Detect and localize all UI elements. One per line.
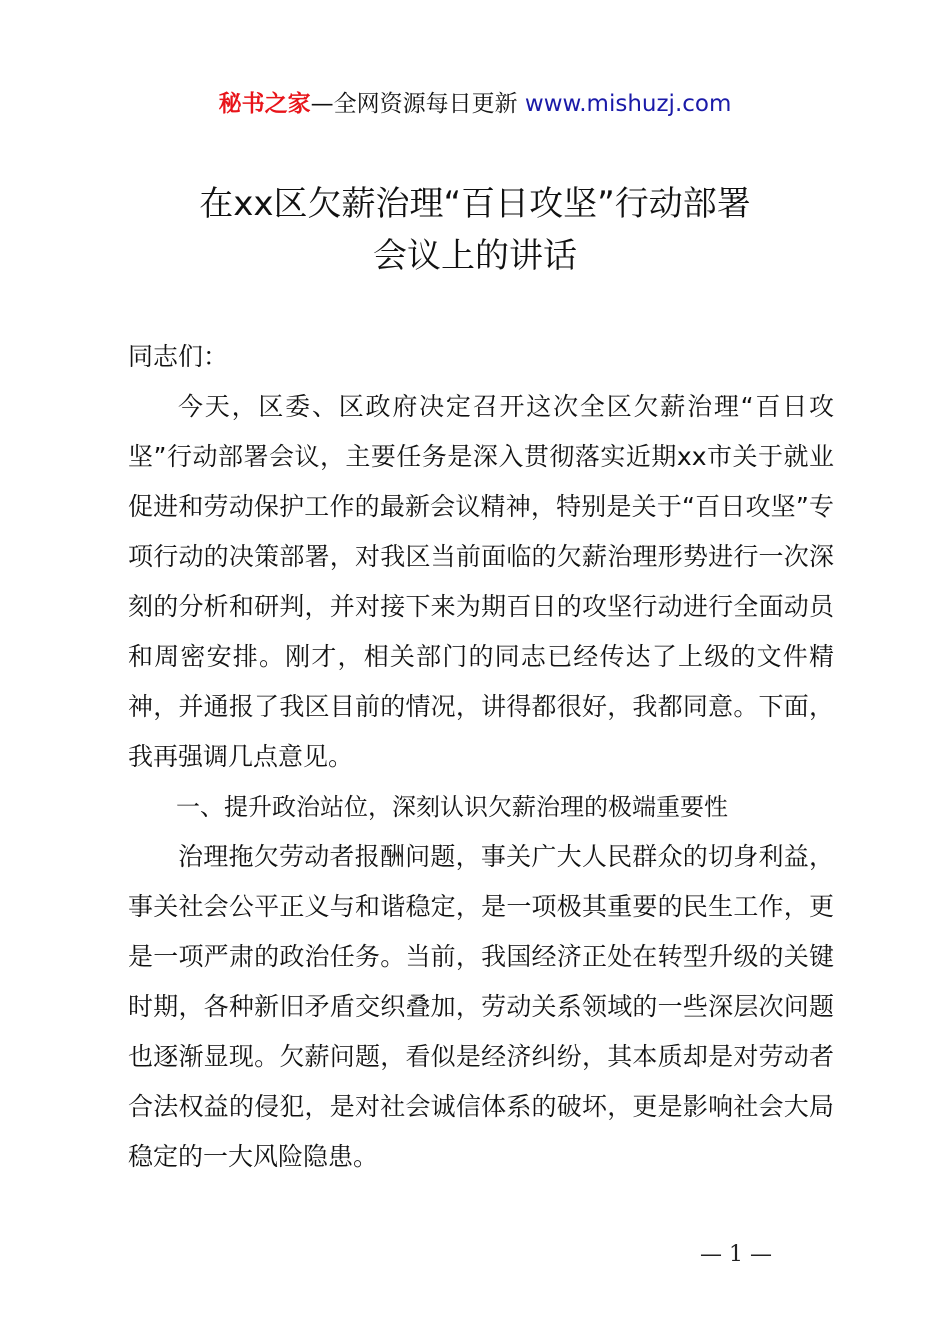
page-number: — 1 —	[700, 1242, 772, 1267]
document-body	[128, 332, 834, 1182]
section-heading-1: 一、提升政治站位，深刻认识欠薪治理的极端重要性	[176, 793, 728, 821]
title-line-2: 会议上的讲话	[373, 236, 577, 276]
paragraph-intro: 今天，区委、区政府决定召开这次全区欠薪治理“百日攻坚”行动部署会议，主要任务是深入贯彻落实近期xx市关于就业促进和劳动保护工作的最新会议精神，特别是关于“百日攻坚”专项行动的决策部署，对我区当前面临的欠薪治理形势进行一次深刻的分析和研判，并对接下来为期百日的攻坚行动进行全面动员和周密安排。刚才，相关部门的同志已经传达了上级的文件精神，并通报了我区目前的情况，讲得都很好，我都同意。下面，我再强调几点意见。	[128, 392, 834, 771]
brand-name: 秘书之家	[218, 91, 311, 117]
site-url-link[interactable]: www.mishuzj.com	[524, 91, 732, 117]
site-banner	[0, 88, 950, 120]
document-title	[0, 178, 950, 282]
paragraph-section-1: 治理拖欠劳动者报酬问题，事关广大人民群众的切身利益，事关社会公平正义与和谐稳定，是一项极其重要的民生工作，更是一项严肃的政治任务。当前，我国经济正处在转型升级的关键时期，各种新旧矛盾交织叠加，劳动关系领域的一些深层次问题也逐渐显现。欠薪问题，看似是经济纠纷，其本质却是对劳动者合法权益的侵犯，是对社会诚信体系的破坏，更是影响社会大局稳定的一大风险隐患。	[128, 842, 834, 1171]
salutation: 同志们：	[128, 342, 229, 371]
title-line-1: 在xx区欠薪治理“百日攻坚”行动部署	[199, 184, 751, 224]
banner-slogan: —全网资源每日更新	[310, 91, 518, 117]
